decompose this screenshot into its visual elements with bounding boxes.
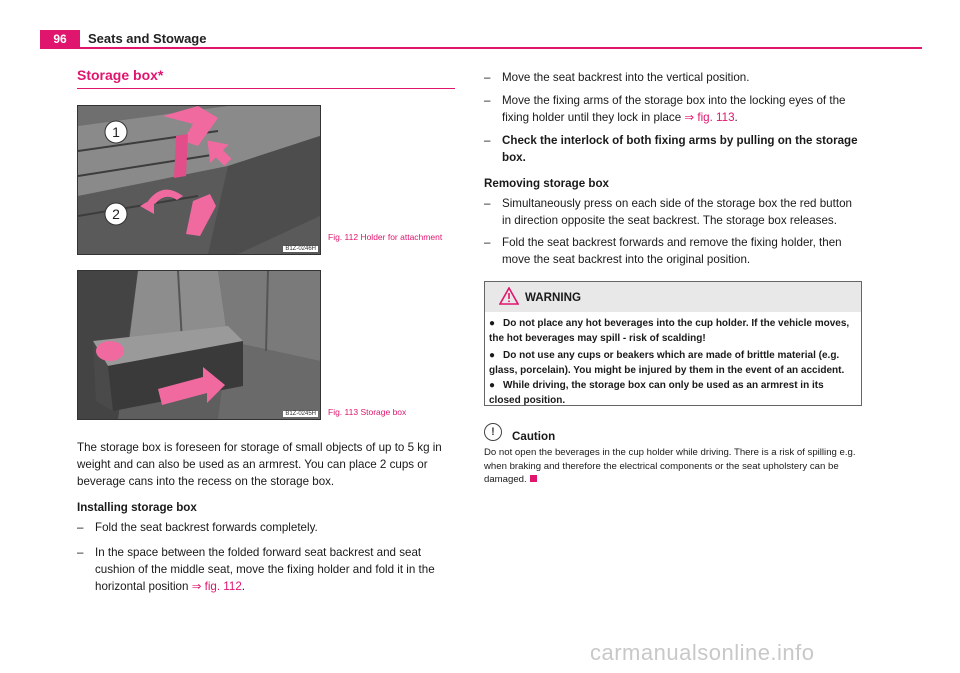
end-of-section-icon <box>530 475 537 482</box>
warning-title: WARNING <box>525 291 582 304</box>
caution-title: Caution <box>512 430 556 443</box>
watermark: carmanualsonline.info <box>590 640 815 665</box>
install-step-2: – In the space between the folded forward seat backrest and seat cushion of the middle seat, move the fixing holder and fold it in the horizontal position ⇒ fig. 112. <box>77 546 435 593</box>
section-divider <box>77 88 455 89</box>
header-divider <box>40 47 922 49</box>
warning-item-1: ● Do not place any hot beverages into the cup holder. If the vehicle moves, the hot beverages may spill - risk of scalding! <box>489 318 850 344</box>
installing-heading: Installing storage box <box>77 501 197 514</box>
install-step-3: – Move the seat backrest into the vertical position. <box>484 71 750 84</box>
warning-box <box>484 281 862 406</box>
intro-paragraph: The storage box is foreseen for storage of small objects of up to 5 kg in weight and can also be used as an armrest. You can place 2 cups or beverage cans into the recess on the storage box. <box>77 441 442 488</box>
warning-item-2: ● Do not use any cups or beakers which are made of brittle material (e.g. glass, porcelain). You might be injured by them in the event of an accident. <box>489 350 845 376</box>
remove-step-2: – Fold the seat backrest forwards and remove the fixing holder, then move the seat backrest into the original position. <box>484 236 842 266</box>
warning-triangle-icon <box>499 287 519 305</box>
figure-code: B1Z-0245H <box>285 411 316 417</box>
remove-step-1: – Simultaneously press on each side of the storage box the red button in direction opposite the seat backrest. The storage box releases. <box>484 197 852 227</box>
install-step-5: – Check the interlock of both fixing arms by pulling on the storage box. <box>484 134 858 164</box>
caution-icon: ! <box>484 423 502 441</box>
warning-item-3: ● While driving, the storage box can only be used as an armrest in its closed position. <box>489 380 824 406</box>
page-number: 96 <box>40 30 80 48</box>
figure-holder-for-attachment <box>77 105 321 255</box>
caution-text: Do not open the beverages in the cup holder while driving. There is a risk of spilling e.g. when braking and therefore the electrical components or the seat upholstery can be damaged. <box>484 447 856 485</box>
storage-box-illustration <box>78 271 320 419</box>
warning-header <box>485 282 861 312</box>
marker-2: 2 <box>112 206 120 222</box>
holder-illustration <box>78 106 320 254</box>
fig-113-link[interactable]: ⇒ fig. 113 <box>684 111 735 124</box>
figure-caption-112: Fig. 112 Holder for attachment <box>328 232 443 242</box>
removing-heading: Removing storage box <box>484 177 609 190</box>
install-step-1: – Fold the seat backrest forwards completely. <box>77 521 318 534</box>
marker-1: 1 <box>112 124 120 140</box>
chapter-title: Seats and Stowage <box>88 31 207 46</box>
fig-112-link[interactable]: ⇒ fig. 112 <box>191 580 242 593</box>
install-step-4: – Move the fixing arms of the storage box into the locking eyes of the fixing holder until they lock in place ⇒ fig. 113. <box>484 94 846 124</box>
section-title: Storage box* <box>77 67 164 83</box>
figure-storage-box <box>77 270 321 420</box>
figure-caption-113: Fig. 113 Storage box <box>328 407 407 417</box>
figure-code: B1Z-0246H <box>285 246 316 252</box>
